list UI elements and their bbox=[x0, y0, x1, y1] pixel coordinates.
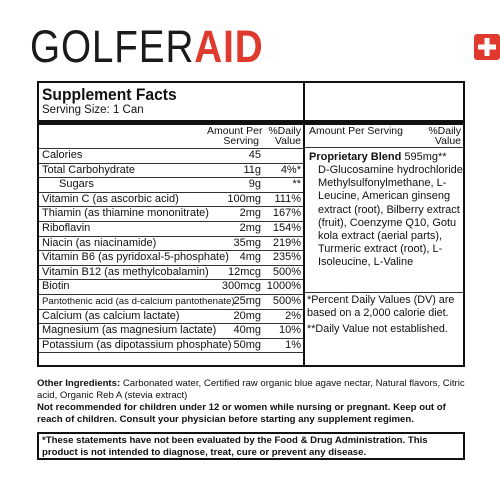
header-amount: Amount Per Serving bbox=[207, 125, 263, 147]
nutrient-row bbox=[39, 206, 303, 221]
nutrient-amount: 4mg bbox=[239, 251, 261, 264]
nutrient-name: Calories bbox=[42, 149, 83, 161]
supplement-facts-panel bbox=[37, 81, 465, 367]
nutrient-row bbox=[39, 250, 303, 265]
dv-not-established-footnote: **Daily Value not established. bbox=[307, 323, 448, 335]
nutrient-name: Pantothenic acid (as d-calcium pantothenate) bbox=[42, 295, 235, 307]
nutrient-daily-value: 167% bbox=[272, 207, 301, 220]
nutrient-name: Magnesium (as magnesium lactate) bbox=[42, 324, 217, 337]
nutrient-row bbox=[39, 236, 303, 251]
fda-disclaimer: *These statements have not been evaluated by the Food & Drug Administration. This product is not intended to diagnose, treat, cure or prevent any disease. bbox=[37, 432, 465, 460]
nutrient-daily-value: 219% bbox=[272, 236, 301, 249]
right-section-rule bbox=[305, 292, 463, 293]
right-header-rule bbox=[305, 147, 463, 148]
nutrient-amount: 11g bbox=[243, 163, 261, 176]
daily-value-footnote: *Percent Daily Values (DV) are based on a 2,000 calorie diet. bbox=[307, 294, 455, 320]
nutrient-name: Potassium (as dipotassium phosphate) bbox=[42, 338, 232, 351]
nutrient-row bbox=[39, 265, 303, 280]
nutrient-row bbox=[39, 163, 303, 178]
header-daily-value: %Daily Value bbox=[268, 125, 301, 147]
brand-name-part1: GOLFER bbox=[30, 21, 195, 72]
facts-title: Supplement Facts bbox=[42, 85, 177, 104]
nutrient-amount: 2mg bbox=[239, 207, 261, 220]
nutrient-row bbox=[39, 279, 303, 294]
nutrient-daily-value: 111% bbox=[274, 192, 301, 205]
nutrient-amount: 40mg bbox=[233, 324, 261, 337]
nutrient-name: Calcium (as calcium lactate) bbox=[42, 309, 180, 322]
brand-logo bbox=[30, 22, 302, 72]
column-divider bbox=[303, 83, 305, 365]
nutrient-amount: 300mcg bbox=[221, 280, 261, 293]
brand-name-part2: AID bbox=[194, 21, 264, 72]
nutrient-daily-value: 4%* bbox=[280, 163, 301, 176]
nutrient-row bbox=[39, 177, 303, 192]
nutrient-row bbox=[39, 309, 303, 324]
nutrient-row bbox=[39, 148, 303, 163]
proprietary-blend-ingredients: D-Glucosamine hydrochloride, Methylsulfonylmethane, L-Leucine, American ginseng extract (root), Bilberry extract (fruit), Coenzyme Q10, Gotu kola extract (aerial parts), Turmeric extract (root), L-Isoleucine, L-Valine bbox=[318, 164, 466, 269]
nutrient-daily-value: 1% bbox=[285, 338, 301, 351]
nutrient-row bbox=[39, 221, 303, 236]
nutrient-amount: 45 bbox=[248, 149, 261, 161]
nutrient-daily-value: 1000% bbox=[266, 280, 301, 293]
nutrient-name: Riboflavin bbox=[42, 221, 91, 234]
nutrient-name: Thiamin (as thiamine mononitrate) bbox=[42, 207, 209, 220]
nutrient-amount: 35mg bbox=[233, 236, 261, 249]
nutrient-amount: 9g bbox=[248, 178, 261, 191]
nutrient-name: Vitamin C (as ascorbic acid) bbox=[42, 192, 179, 205]
serving-size: Serving Size: 1 Can bbox=[42, 104, 144, 116]
nutrient-table bbox=[39, 148, 303, 353]
nutrient-amount: 2mg bbox=[239, 221, 261, 234]
other-ingredients: Other Ingredients: Carbonated water, Certified raw organic blue agave nectar, Natural flavors, Citric acid, Organic Reb A (stevia extract) bbox=[37, 378, 465, 402]
nutrient-row bbox=[39, 338, 303, 354]
proprietary-blend-title: Proprietary Blend 595mg** bbox=[309, 151, 447, 163]
nutrient-amount: 100mg bbox=[227, 192, 261, 205]
nutrient-daily-value: 500% bbox=[272, 265, 301, 278]
nutrient-daily-value: 10% bbox=[278, 324, 301, 337]
nutrient-row bbox=[39, 192, 303, 207]
nutrient-daily-value: 2% bbox=[285, 309, 301, 322]
nutrient-name: Vitamin B12 (as methylcobalamin) bbox=[42, 265, 209, 278]
nutrient-name: Niacin (as niacinamide) bbox=[42, 236, 157, 249]
nutrient-daily-value: 154% bbox=[272, 221, 301, 234]
nutrient-daily-value: 235% bbox=[272, 251, 301, 264]
nutrient-name: Sugars bbox=[59, 178, 94, 191]
nutrient-row bbox=[39, 323, 303, 338]
warning-text: Not recommended for children under 12 or women while nursing or pregnant. Keep out of reach of children. Consult your physician before starting any supplement regimen. bbox=[37, 402, 446, 426]
right-header-daily-value: %Daily Value bbox=[428, 125, 461, 147]
right-header-amount: Amount Per Serving bbox=[309, 125, 403, 137]
nutrient-name: Total Carbohydrate bbox=[42, 163, 135, 176]
nutrient-name: Vitamin B6 (as pyridoxal-5-phosphate) bbox=[42, 251, 229, 264]
nutrient-amount: 12mcg bbox=[227, 265, 261, 278]
medical-cross-icon bbox=[474, 34, 500, 60]
nutrient-row bbox=[39, 294, 303, 309]
nutrient-amount: 25mg bbox=[233, 294, 261, 307]
nutrient-amount: 20mg bbox=[233, 309, 261, 322]
nutrient-daily-value: 500% bbox=[272, 294, 301, 307]
nutrient-daily-value: ** bbox=[292, 178, 301, 191]
nutrient-name: Biotin bbox=[42, 280, 70, 293]
nutrient-amount: 50mg bbox=[233, 338, 261, 351]
thick-divider-left bbox=[39, 120, 303, 125]
